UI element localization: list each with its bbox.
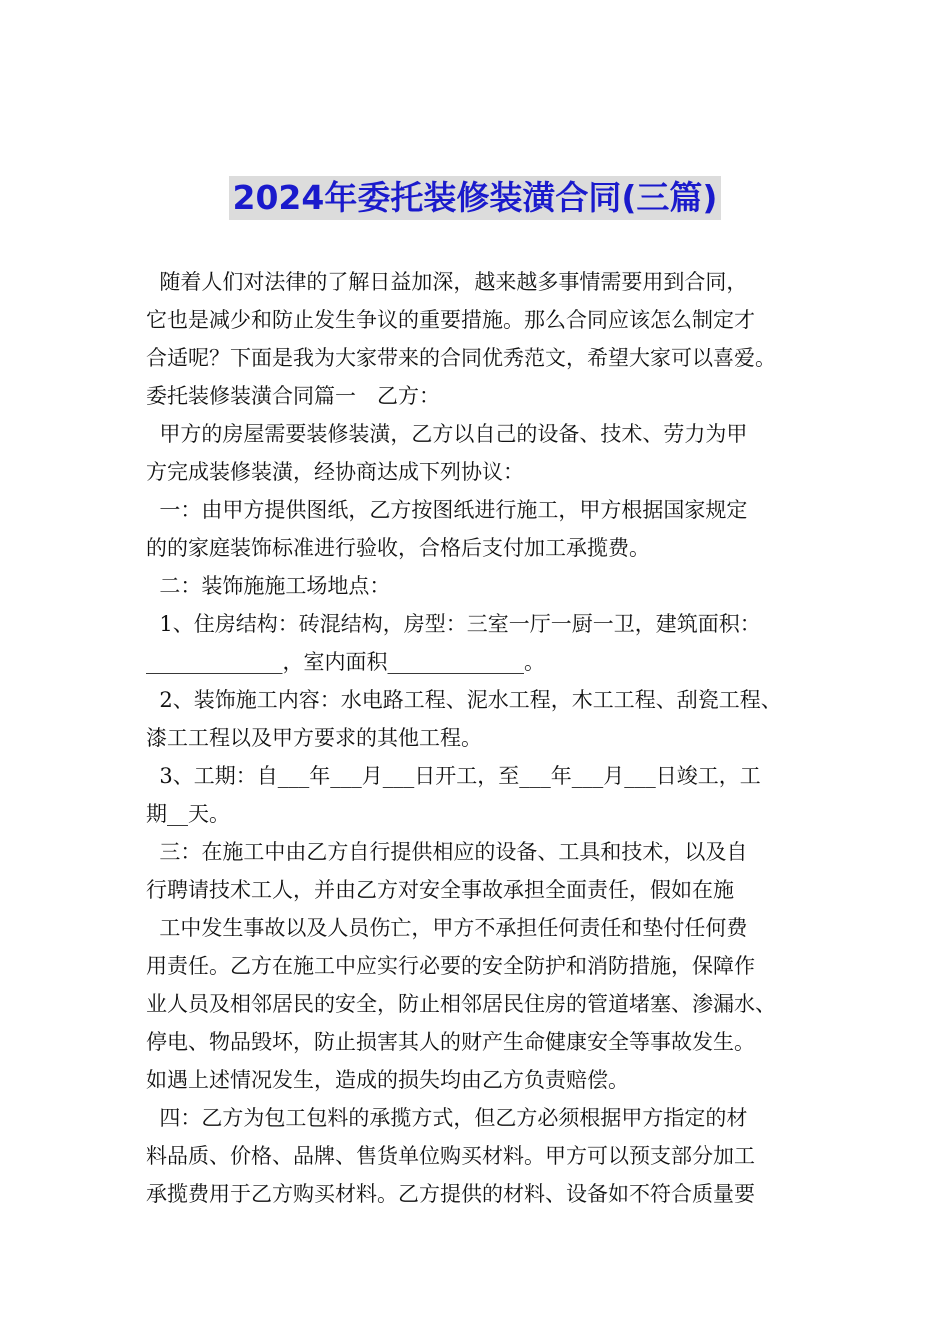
paragraph-line: 期__天。 — [146, 802, 230, 826]
paragraph-line: 用责任。乙方在施工中应实行必要的安全防护和消防措施，保障作 — [146, 954, 755, 978]
paragraph-line: 3、工期：自___年___月___日开工，至___年___月___日竣工，工 — [146, 764, 761, 788]
paragraph-line: 停电、物品毁坏，防止损害其人的财产生命健康安全等事故发生。 — [146, 1030, 755, 1054]
document-title: 2024年委托装修装潢合同(三篇) — [229, 176, 720, 220]
title-container — [0, 176, 950, 220]
paragraph-line: 随着人们对法律的了解日益加深，越来越多事情需要用到合同， — [146, 270, 748, 294]
paragraph-line: 的的家庭装饰标准进行验收，合格后支付加工承揽费。 — [146, 536, 650, 560]
paragraph-line: 三：在施工中由乙方自行提供相应的设备、工具和技术，以及自 — [146, 840, 748, 864]
paragraph-line: 它也是减少和防止发生争议的重要措施。那么合同应该怎么制定才 — [146, 308, 755, 332]
paragraph-line: 2、装饰施工内容：水电路工程、泥水工程，木工工程、刮瓷工程、 — [146, 688, 782, 712]
paragraph-line: 业人员及相邻居民的安全，防止相邻居民住房的管道堵塞、渗漏水、 — [146, 992, 776, 1016]
paragraph-line: 行聘请技术工人，并由乙方对安全事故承担全面责任，假如在施 — [146, 878, 734, 902]
paragraph-line: 合适呢？下面是我为大家带来的合同优秀范文，希望大家可以喜爱。 — [146, 346, 776, 370]
paragraph-line: 1、住房结构：砖混结构，房型：三室一厅一厨一卫，建筑面积： — [146, 612, 761, 636]
paragraph-line: _____________，室内面积_____________。 — [146, 650, 545, 674]
paragraph-line: 承揽费用于乙方购买材料。乙方提供的材料、设备如不符合质量要 — [146, 1182, 755, 1206]
paragraph-line: 方完成装修装潢，经协商达成下列协议： — [146, 460, 524, 484]
paragraph-line: 如遇上述情况发生，造成的损失均由乙方负责赔偿。 — [146, 1068, 629, 1092]
document-body — [146, 263, 806, 1213]
paragraph-line: 四：乙方为包工包料的承揽方式，但乙方必须根据甲方指定的材 — [146, 1106, 748, 1130]
paragraph-line: 二：装饰施施工场地点： — [146, 574, 391, 598]
paragraph-line: 一：由甲方提供图纸，乙方按图纸进行施工，甲方根据国家规定 — [146, 498, 748, 522]
section-heading-line: 委托装修装潢合同篇一 乙方： — [146, 384, 440, 408]
paragraph-line: 料品质、价格、品牌、售货单位购买材料。甲方可以预支部分加工 — [146, 1144, 755, 1168]
paragraph-line: 甲方的房屋需要装修装潢，乙方以自己的设备、技术、劳力为甲 — [146, 422, 748, 446]
paragraph-line: 漆工工程以及甲方要求的其他工程。 — [146, 726, 482, 750]
paragraph-line: 工中发生事故以及人员伤亡，甲方不承担任何责任和垫付任何费 — [146, 916, 748, 940]
